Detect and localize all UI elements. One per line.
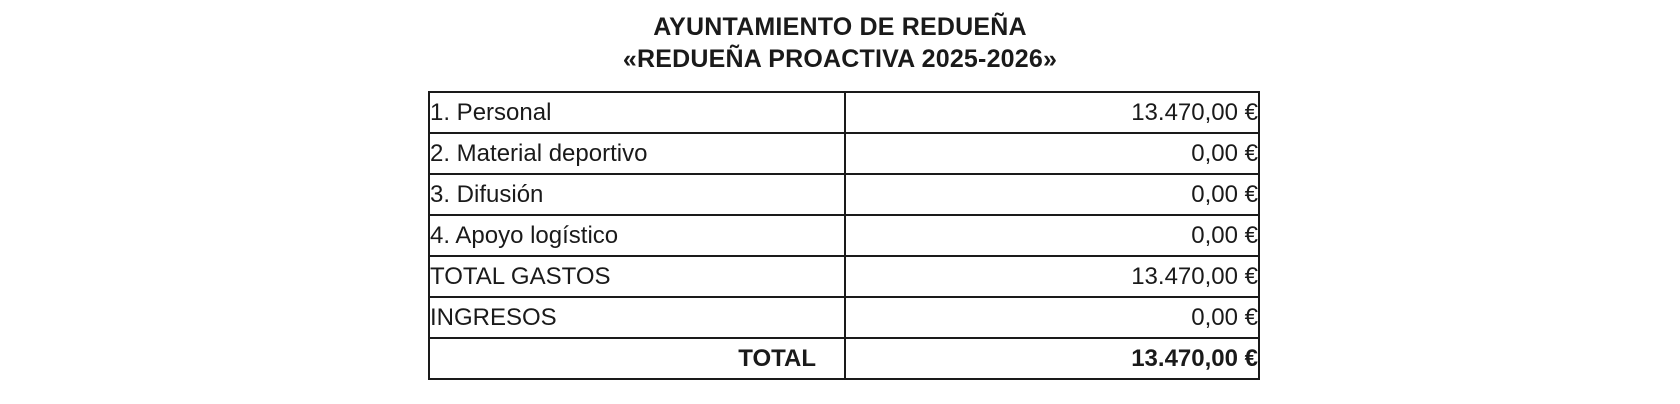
document-subtitle: «REDUEÑA PROACTIVA 2025-2026» bbox=[622, 45, 1058, 73]
concept-cell: 4. Apoyo logístico bbox=[429, 215, 845, 256]
amount-cell: 13.470,00 € bbox=[845, 256, 1259, 297]
table-row bbox=[429, 92, 1259, 133]
table-row bbox=[429, 215, 1259, 256]
amount-cell: 13.470,00 € bbox=[845, 92, 1259, 133]
concept-cell: TOTAL GASTOS bbox=[429, 256, 845, 297]
amount-cell: 0,00 € bbox=[845, 133, 1259, 174]
concept-cell: 1. Personal bbox=[429, 92, 845, 133]
table-row bbox=[429, 133, 1259, 174]
budget-table bbox=[428, 91, 1260, 380]
document-title: AYUNTAMIENTO DE REDUEÑA bbox=[653, 13, 1027, 41]
table-row bbox=[429, 297, 1259, 338]
total-label: TOTAL bbox=[429, 338, 845, 379]
concept-cell: 2. Material deportivo bbox=[429, 133, 845, 174]
concept-cell: INGRESOS bbox=[429, 297, 845, 338]
table-row bbox=[429, 174, 1259, 215]
amount-cell: 0,00 € bbox=[845, 297, 1259, 338]
concept-cell: 3. Difusión bbox=[429, 174, 845, 215]
amount-cell: 0,00 € bbox=[845, 215, 1259, 256]
amount-cell: 0,00 € bbox=[845, 174, 1259, 215]
total-row bbox=[429, 338, 1259, 379]
total-amount: 13.470,00 € bbox=[845, 338, 1259, 379]
table-row bbox=[429, 256, 1259, 297]
